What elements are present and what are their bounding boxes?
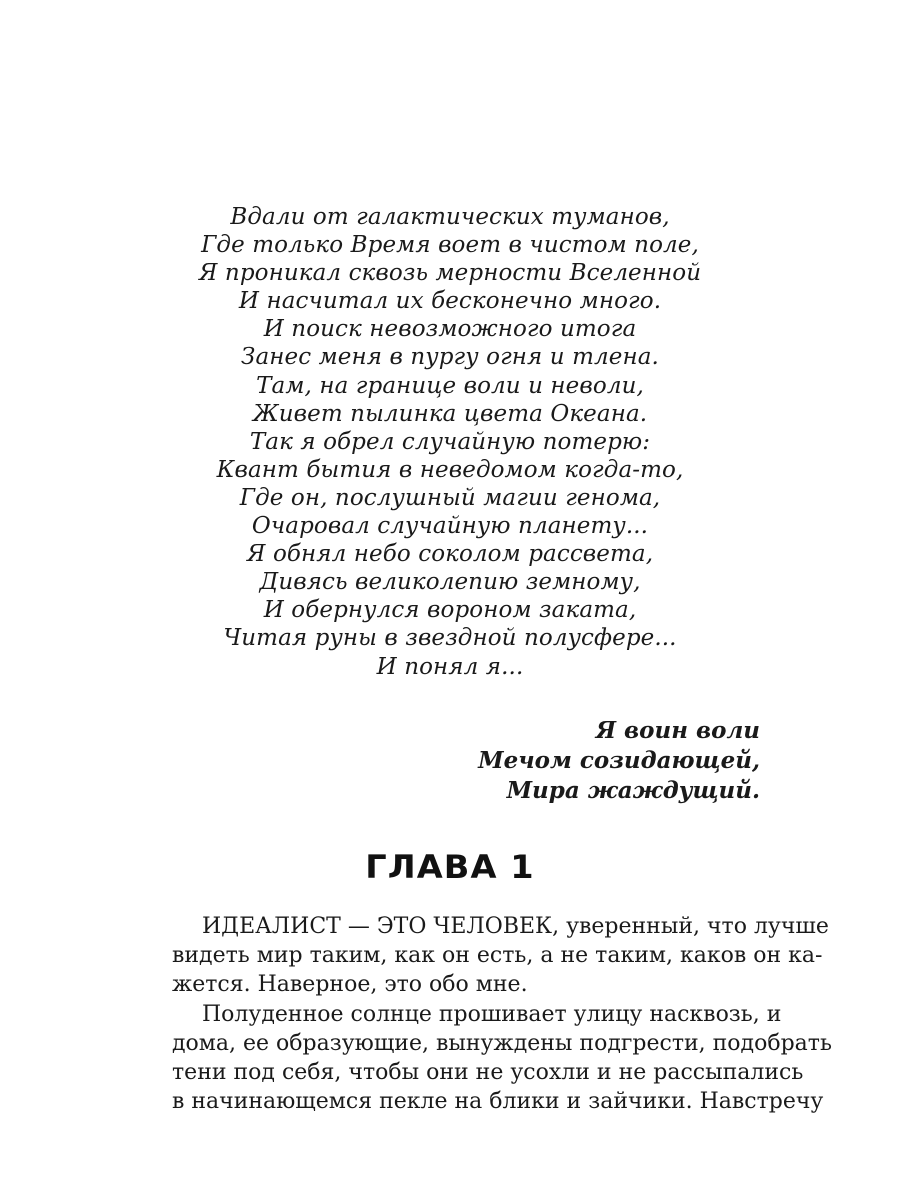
epigraph-line: Мечом созидающей, (478, 747, 760, 774)
poem-line: Там, на границе воли и неволи, (256, 372, 644, 399)
poem-line: Где он, послушный магии генома, (239, 484, 661, 511)
poem-line: Вдали от галактических туманов, (230, 204, 670, 230)
poem-line: Дивясь великолепию земному, (259, 569, 641, 596)
poem-line: И понял я... (376, 653, 524, 680)
poem-line: Квант бытия в неведомом когда-то, (216, 456, 684, 483)
poem-line: Я проникал сквозь мерности Вселенной (198, 260, 702, 287)
poem-line: Живет пылинка цвета Океана. (252, 400, 648, 427)
poem-line: Я обнял небо соколом рассвета, (246, 541, 654, 568)
text-line: Полуденное солнце прошивает улицу насквозь, и (202, 1001, 782, 1027)
paragraph (142, 912, 829, 1000)
text-line: видеть мир таким, как он есть, а не таким, каков он ка- (172, 943, 823, 969)
poem-line: И обернулся вороном заката, (263, 597, 637, 624)
poem-line: Очаровал случайную планету... (251, 513, 649, 540)
chapter-title: ГЛАВА 1 (365, 848, 535, 886)
epigraph-line: Я воин воли (595, 717, 760, 744)
poem-line: Читая руны в звездной полусфере... (223, 625, 677, 652)
text-line: жется. Наверное, это обо мне. (172, 972, 528, 998)
epigraph-line: Мира жаждущий. (506, 777, 760, 804)
epigraph (478, 716, 760, 806)
poem-line: Где только Время воет в чистом поле, (201, 232, 699, 259)
poem-line: И поиск невозможного итога (263, 316, 637, 343)
poem-line: И насчитал их бесконечно много. (238, 288, 662, 315)
text-line: в начинающемся пекле на блики и зайчики. Навстречу (172, 1089, 824, 1115)
poem-line: Занес меня в пургу огня и тлена. (241, 344, 659, 371)
text-line: ИДЕАЛИСТ — ЭТО ЧЕЛОВЕК, уверенный, что лучше (202, 914, 829, 939)
text-line: тени под себя, чтобы они не усохли и не рассыпались (172, 1060, 804, 1086)
text-line: дома, ее образующие, вынуждены подгрести, подобрать (172, 1030, 832, 1056)
poem (0, 203, 900, 681)
body-text (142, 912, 832, 1116)
poem-line: Так я обрел случайную потерю: (249, 428, 651, 455)
paragraph (142, 1000, 832, 1117)
